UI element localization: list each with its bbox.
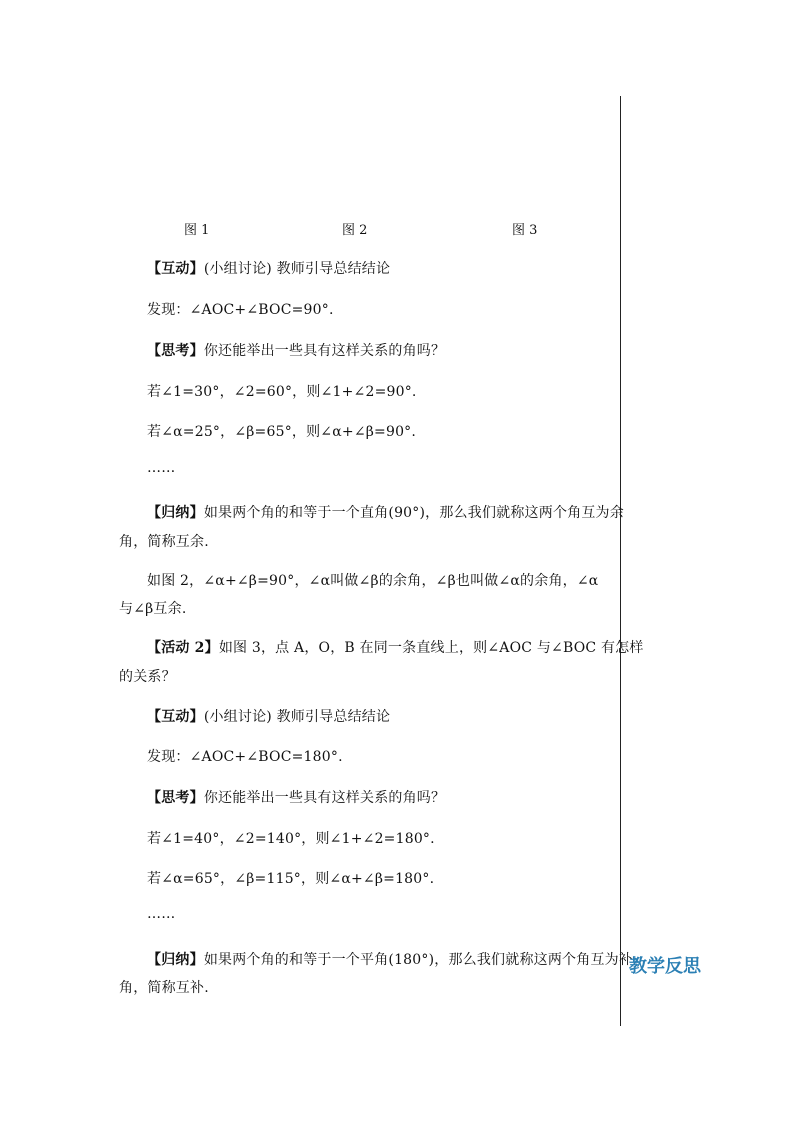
line-example-3: 若∠1=40°，∠2=140°，则∠1+∠2=180°. — [147, 831, 435, 847]
line-summary-1-cont: 角，简称互余. — [119, 534, 209, 550]
line-figure2-desc: 如图 2，∠α+∠β=90°，∠α叫做∠β的余角，∠β也叫做∠α的余角，∠α — [147, 573, 599, 589]
figure-2-label: 图 2 — [342, 223, 368, 238]
line-interaction-2: 【互动】(小组讨论) 教师引导总结结论 — [147, 709, 391, 725]
line-ellipsis-1: …… — [147, 460, 176, 476]
line-summary-2-cont: 角，简称互补. — [119, 980, 209, 996]
line-think-2: 【思考】你还能举出一些具有这样关系的角吗？ — [147, 790, 446, 806]
line-summary-2: 【归纳】如果两个角的和等于一个平角(180°)，那么我们就称这两个角互为补 — [147, 952, 634, 968]
line-example-4: 若∠α=65°，∠β=115°，则∠α+∠β=180°. — [147, 871, 435, 887]
line-figure2-desc-cont: 与∠β互余. — [119, 601, 187, 617]
line-example-2: 若∠α=25°，∠β=65°，则∠α+∠β=90°. — [147, 424, 417, 440]
figure-1-label: 图 1 — [184, 223, 210, 238]
line-think-1: 【思考】你还能举出一些具有这样关系的角吗？ — [147, 343, 446, 359]
line-finding-2: 发现：∠AOC+∠BOC=180°. — [147, 749, 343, 765]
teaching-reflection-label: 教学反思 — [629, 956, 701, 977]
column-divider — [620, 96, 621, 1026]
line-interaction-1: 【互动】(小组讨论) 教师引导总结结论 — [147, 261, 391, 277]
line-example-1: 若∠1=30°，∠2=60°，则∠1+∠2=90°. — [147, 384, 417, 400]
figure-3-label: 图 3 — [512, 223, 538, 238]
line-finding-1: 发现：∠AOC+∠BOC=90°. — [147, 302, 334, 318]
line-summary-1: 【归纳】如果两个角的和等于一个直角(90°)，那么我们就称这两个角互为余 — [147, 505, 624, 521]
line-ellipsis-2: …… — [147, 906, 176, 922]
line-activity-2: 【活动 2】如图 3，点 A，O，B 在同一条直线上，则∠AOC 与∠BOC 有怎样 — [147, 640, 644, 656]
line-activity-2-cont: 的关系？ — [119, 669, 176, 685]
